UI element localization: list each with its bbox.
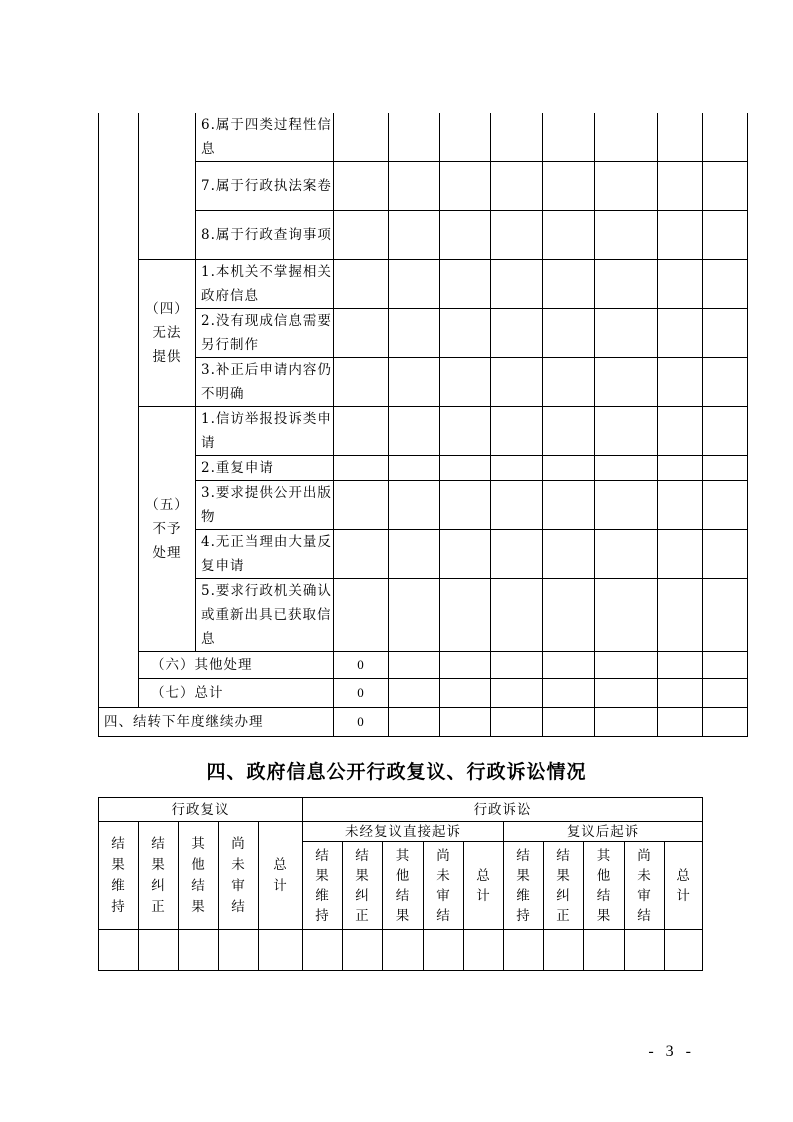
row-item: 3.补正后申请内容仍不明确 [196,358,334,407]
table-row [99,309,748,358]
column-header: 其 他 结 果 [383,842,424,930]
table-row [99,930,703,971]
column-header: 结 果 维 持 [99,822,139,930]
column-header: 总 计 [464,842,504,930]
row-item: 8.属于行政查询事项 [196,211,334,260]
table-row [99,162,748,211]
carry-over-label: 四、结转下年度继续办理 [99,708,334,737]
after-review-header: 复议后起诉 [504,822,703,842]
table-row [99,822,703,842]
column-header: 结 果 纠 正 [343,842,383,930]
column-header: 尚 未 审 结 [625,842,665,930]
table-row [99,211,748,260]
litigation-header: 行政诉讼 [303,798,703,822]
table-row [99,652,748,679]
category-not-processed: （五） 不予 处理 [139,407,196,652]
page-number: - 3 - [648,1043,695,1060]
total-label: （七）总计 [139,679,334,708]
row-value [334,260,389,309]
column-header: 其 他 结 果 [179,822,219,930]
row-item: 1.信访举报投诉类申请 [196,407,334,456]
table-row [99,260,748,309]
outer-blank-cell [99,113,139,708]
table-row [99,456,748,481]
row-value [334,113,389,162]
table-row [99,481,748,530]
review-litigation-table [98,797,703,971]
column-header: 结 果 纠 正 [544,842,584,930]
category-unable-to-provide: （四） 无法 提供 [139,260,196,407]
table-row [99,708,748,737]
review-header: 行政复议 [99,798,303,822]
direct-suit-header: 未经复议直接起诉 [303,822,504,842]
row-item: 3.要求提供公开出版物 [196,481,334,530]
carry-over-value: 0 [334,708,389,737]
row-value [334,211,389,260]
row-item: 5.要求行政机关确认或重新出具已获取信息 [196,579,334,652]
column-header: 结 果 维 持 [303,842,343,930]
row-value [334,456,389,481]
row-item: 6.属于四类过程性信息 [196,113,334,162]
table-row [99,679,748,708]
column-header: 总 计 [259,822,303,930]
column-header: 尚 未 审 结 [219,822,259,930]
disposal-table [98,113,748,737]
row-value [334,162,389,211]
row-value [334,407,389,456]
other-processing-label: （六）其他处理 [139,652,334,679]
row-value [334,481,389,530]
table-row [99,358,748,407]
table-row [99,113,748,162]
column-header: 总 计 [665,842,703,930]
section-title: 四、政府信息公开行政复议、行政诉讼情况 [206,761,587,783]
column-header: 结 果 维 持 [504,842,544,930]
row-value [334,530,389,579]
column-header: 尚 未 审 结 [424,842,464,930]
table-row [99,798,703,822]
column-header: 其 他 结 果 [584,842,625,930]
table-row [99,579,748,652]
row-value [334,579,389,652]
column-header: 结 果 纠 正 [139,822,179,930]
category-blank-cell [139,113,196,260]
row-value [334,309,389,358]
row-item: 2.没有现成信息需要另行制作 [196,309,334,358]
row-item: 4.无正当理由大量反复申请 [196,530,334,579]
table-row [99,407,748,456]
row-item: 1.本机关不掌握相关政府信息 [196,260,334,309]
other-processing-value: 0 [334,652,389,679]
table-row [99,530,748,579]
row-item: 7.属于行政执法案卷 [196,162,334,211]
row-item: 2.重复申请 [196,456,334,481]
row-value [334,358,389,407]
total-value: 0 [334,679,389,708]
